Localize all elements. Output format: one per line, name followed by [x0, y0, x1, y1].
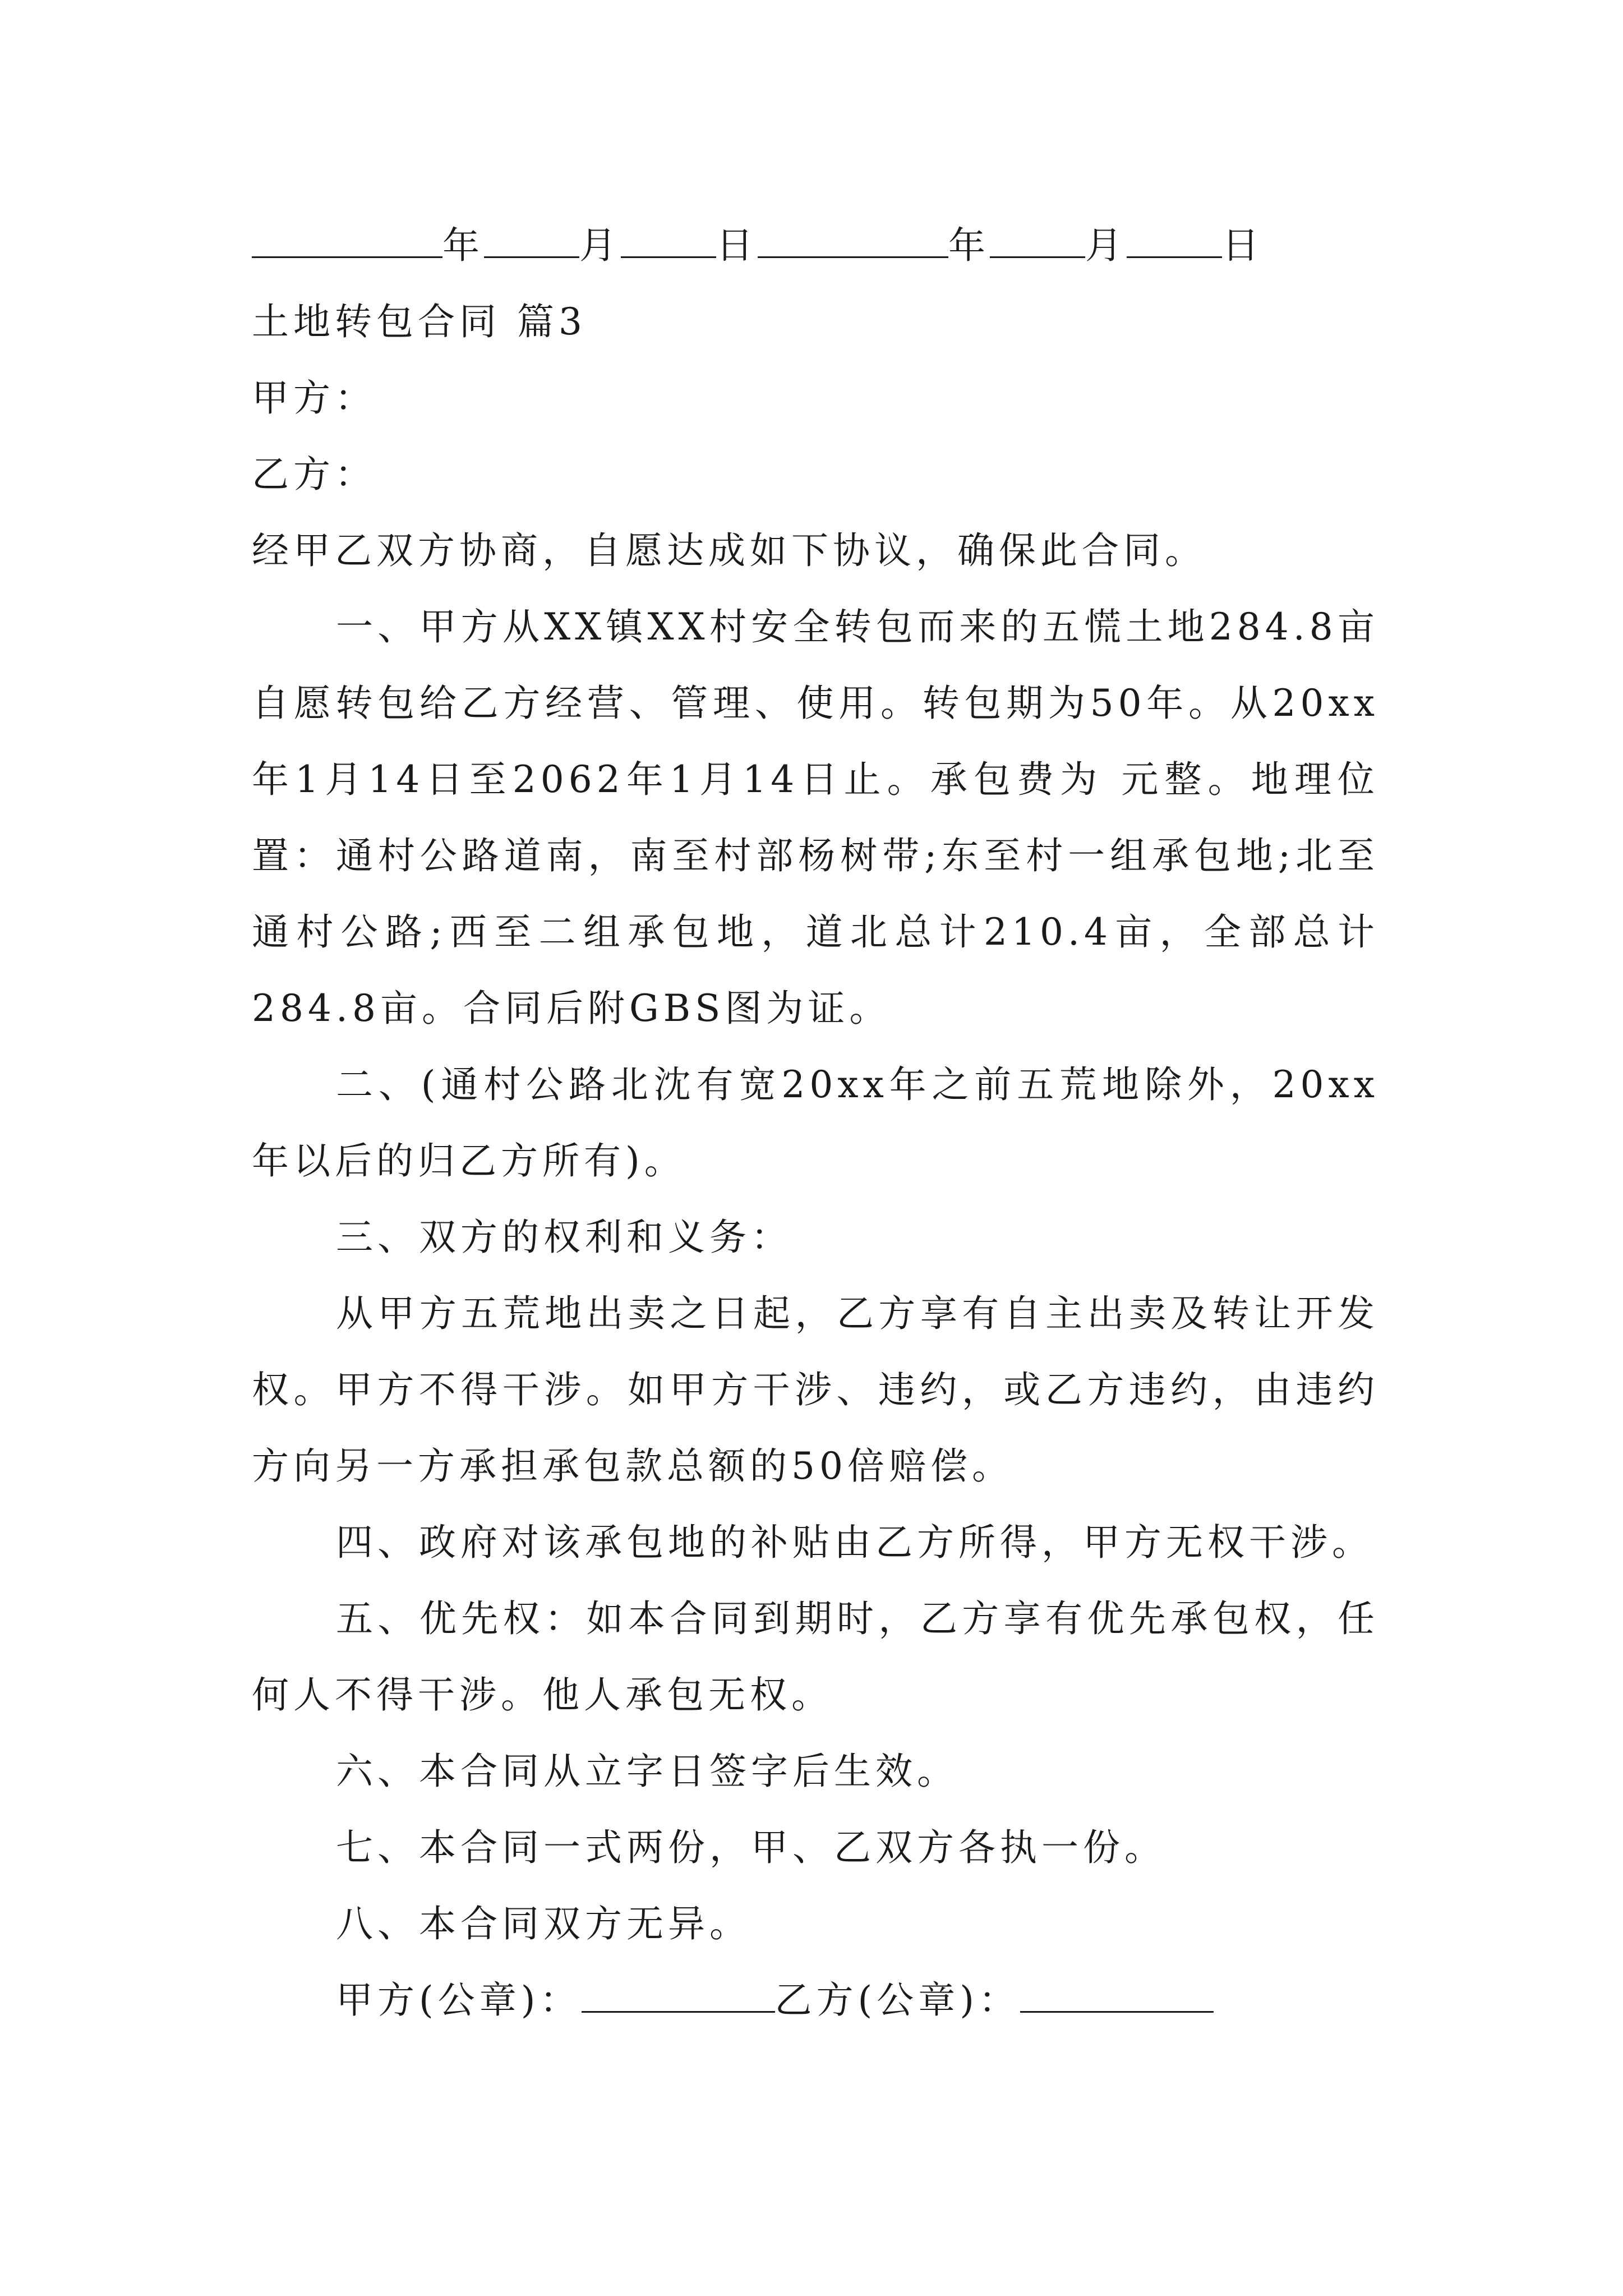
party-a-label: 甲方： [252, 376, 376, 420]
year-label-2: 年 [948, 224, 990, 267]
year-blank-2 [758, 225, 948, 258]
month-blank-1 [484, 225, 579, 258]
clause-3-title: 三、双方的权利和义务： [336, 1216, 792, 1259]
party-b-label: 乙方： [252, 453, 376, 496]
month-blank-2 [990, 225, 1085, 258]
clause-4: 四、政府对该承包地的补贴由乙方所得，甲方无权干涉。 [336, 1521, 1373, 1564]
party-a-seal-blank [582, 1980, 775, 2013]
contract-title: 土地转包合同 篇3 [252, 300, 587, 343]
day-label-2: 日 [1222, 224, 1264, 267]
year-blank-1 [252, 225, 442, 258]
party-a-seal-label: 甲方(公章)： [336, 1978, 582, 2022]
signature-line [252, 1962, 1379, 2039]
day-blank-2 [1127, 225, 1222, 258]
intro-paragraph: 经甲乙双方协商，自愿达成如下协议，确保此合同。 [252, 529, 1206, 572]
contract-body [252, 208, 1379, 2039]
date-line [252, 208, 1379, 284]
day-label-1: 日 [716, 224, 758, 267]
clause-2: 二、(通村公路北沈有宽20xx年之前五荒地除外，20xx年以后的归乙方所有)。 [252, 1063, 1379, 1182]
party-b-seal-label: 乙方(公章)： [774, 1978, 1020, 2022]
clause-3-body: 从甲方五荒地出卖之日起，乙方享有自主出卖及转让开发权。甲方不得干涉。如甲方干涉、违约，或乙方违约，由违约方向另一方承担承包款总额的50倍赔偿。 [252, 1292, 1379, 1488]
clause-1: 一、甲方从XX镇XX村安全转包而来的五慌土地284.8亩自愿转包给乙方经营、管理、使用。转包期为50年。从20xx年1月14日至2062年1月14日止。承包费为 元整。地理位置：通村公路道南，南至村部杨树带;东至村一组承包地;北至通村公路;西至二组承包地，道北总计210.4亩，全部总计284.8亩。合同后附GBS图为证。 [252, 605, 1379, 1030]
party-b-seal-blank [1020, 1980, 1214, 2013]
year-label-1: 年 [442, 224, 484, 267]
month-label-1: 月 [579, 224, 621, 267]
clause-6: 六、本合同从立字日签字后生效。 [336, 1750, 958, 1793]
day-blank-1 [621, 225, 716, 258]
clause-7: 七、本合同一式两份，甲、乙双方各执一份。 [336, 1826, 1166, 1869]
clause-5: 五、优先权：如本合同到期时，乙方享有优先承包权，任何人不得干涉。他人承包无权。 [252, 1597, 1379, 1717]
month-label-2: 月 [1085, 224, 1127, 267]
clause-8: 八、本合同双方无异。 [336, 1902, 751, 1945]
